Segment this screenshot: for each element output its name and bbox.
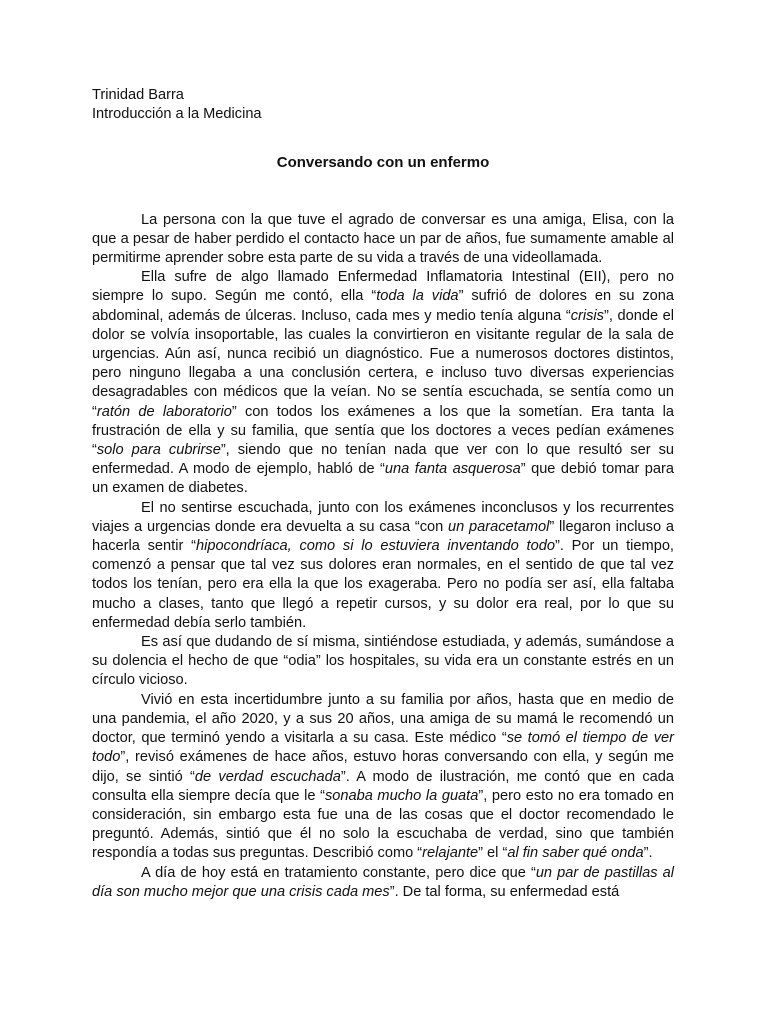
- document-title: Conversando con un enfermo: [276, 154, 490, 172]
- text-run: ” sufrió de dolores en su zona abdominal, además de úlceras. Incluso, cada mes y medio tenía alguna “: [92, 288, 674, 324]
- text-run: ” el “: [478, 845, 508, 862]
- italic-quote: ratón de laboratorio: [96, 403, 232, 420]
- italic-quote: toda la vida: [376, 288, 459, 305]
- paragraph: [92, 864, 674, 902]
- text-run: Vivió en esta incertidumbre junto a su familia por años, hasta que en medio de una pandemia, el año 2020, y a sus 20 años, una amiga de su mamá le recomendó un doctor, que terminó yendo a visitarla a su casa. Este médico “: [92, 691, 674, 747]
- italic-quote: crisis: [570, 307, 604, 324]
- text-run: ”, revisó exámenes de hace años, estuvo horas conversando con ella, y según me dijo, se sintió “: [92, 749, 674, 785]
- text-run: Ella sufre de algo llamado Enfermedad Inflamatoria Intestinal (EII), pero no siempre lo supo. Según me contó, ella “: [92, 269, 674, 305]
- document-body: [92, 211, 674, 902]
- italic-quote: al fin saber qué onda: [507, 845, 644, 862]
- italic-quote: un par de pastillas al día son mucho mejor que una crisis cada mes: [92, 864, 674, 900]
- text-run: ” que debió tomar para un examen de diabetes.: [92, 461, 674, 497]
- paragraph: [92, 691, 674, 864]
- text-run: A día de hoy está en tratamiento constante, pero dice que “: [141, 864, 536, 881]
- text-run: ” con todos los exámenes a los que la sometían. Era tanta la frustración de ella y su familia, que sentía que los doctores a veces pedían exámenes “: [92, 403, 674, 459]
- text-run: Es así que dudando de sí misma, sintiéndose estudiada, y además, sumándose a su dolencia el hecho de que “odia” los hospitales, su vida era un constante estrés en un círculo vicioso.: [92, 634, 674, 689]
- course-name: Introducción a la Medicina: [92, 106, 262, 123]
- text-run: ”. Por un tiempo, comenzó a pensar que tal vez sus dolores eran normales, en el sentido de que tal vez todos los tenían, pero era ella la que los exageraba. Pero no podía ser así, ella faltaba mucho a clases, tanto que llegó a repetir cursos, y su dolor era real, por lo que su enfermedad debía serlo también.: [92, 538, 674, 631]
- author-name: Trinidad Barra: [92, 87, 184, 103]
- text-run: ”, donde el dolor se volvía insoportable, las cuales la convirtieron en visitante regular de la sala de urgencias. Aún así, nunca recibió un diagnóstico. Fue a numerosos doctores distintos, pero ninguno llegaba a una conclusión certera, e incluso tuvo diversas experiencias desagradables con médicos que la veían. No se sentía escuchada, se sentía como un “: [92, 307, 674, 420]
- paragraph: [92, 268, 674, 498]
- italic-quote: de verdad escuchada: [194, 768, 341, 785]
- italic-quote: solo para cubrirse: [96, 442, 221, 459]
- text-run: ”. De tal forma, su enfermedad está: [389, 883, 620, 900]
- paragraph: [92, 633, 674, 691]
- text-run: ”.: [643, 845, 653, 862]
- text-run: La persona con la que tuve el agrado de conversar es una amiga, Elisa, con la que a pesar de haber perdido el contacto hace un par de años, fue sumamente amable al permitirme aprender sobre esta parte de su vida a través de una videollamada.: [92, 211, 674, 267]
- paragraph: [92, 211, 674, 269]
- text-run: ”. A modo de ilustración, me contó que en cada consulta ella siempre decía que le “: [92, 768, 674, 804]
- text-run: ” llegaron incluso a hacerla sentir “: [92, 518, 674, 555]
- text-run: ”, siendo que no tenían nada que ver con lo que resultó ser su enfermedad. A modo de ejemplo, habló de “: [92, 442, 674, 478]
- italic-quote: un paracetamol: [448, 518, 550, 535]
- text-run: ”, pero esto no era tomado en consideración, sin embargo esta fue una de las cosas que el doctor recomendado le preguntó. Además, sintió que él no solo la escuchaba de verdad, sino que también respondía a todas sus preguntas. Describió como “: [92, 787, 674, 862]
- italic-quote: hipocondríaca, como si lo estuviera inventando todo: [195, 538, 555, 555]
- italic-quote: una fanta asquerosa: [384, 461, 521, 478]
- document-page: [92, 86, 674, 902]
- paragraph: [92, 499, 674, 633]
- text-run: El no sentirse escuchada, junto con los exámenes inconclusos y los recurrentes viajes a urgencias donde era devuelta a su casa “con: [92, 499, 674, 535]
- italic-quote: relajante: [422, 845, 479, 862]
- italic-quote: se tomó el tiempo de ver todo: [92, 730, 674, 766]
- italic-quote: sonaba mucho la guata: [324, 787, 479, 804]
